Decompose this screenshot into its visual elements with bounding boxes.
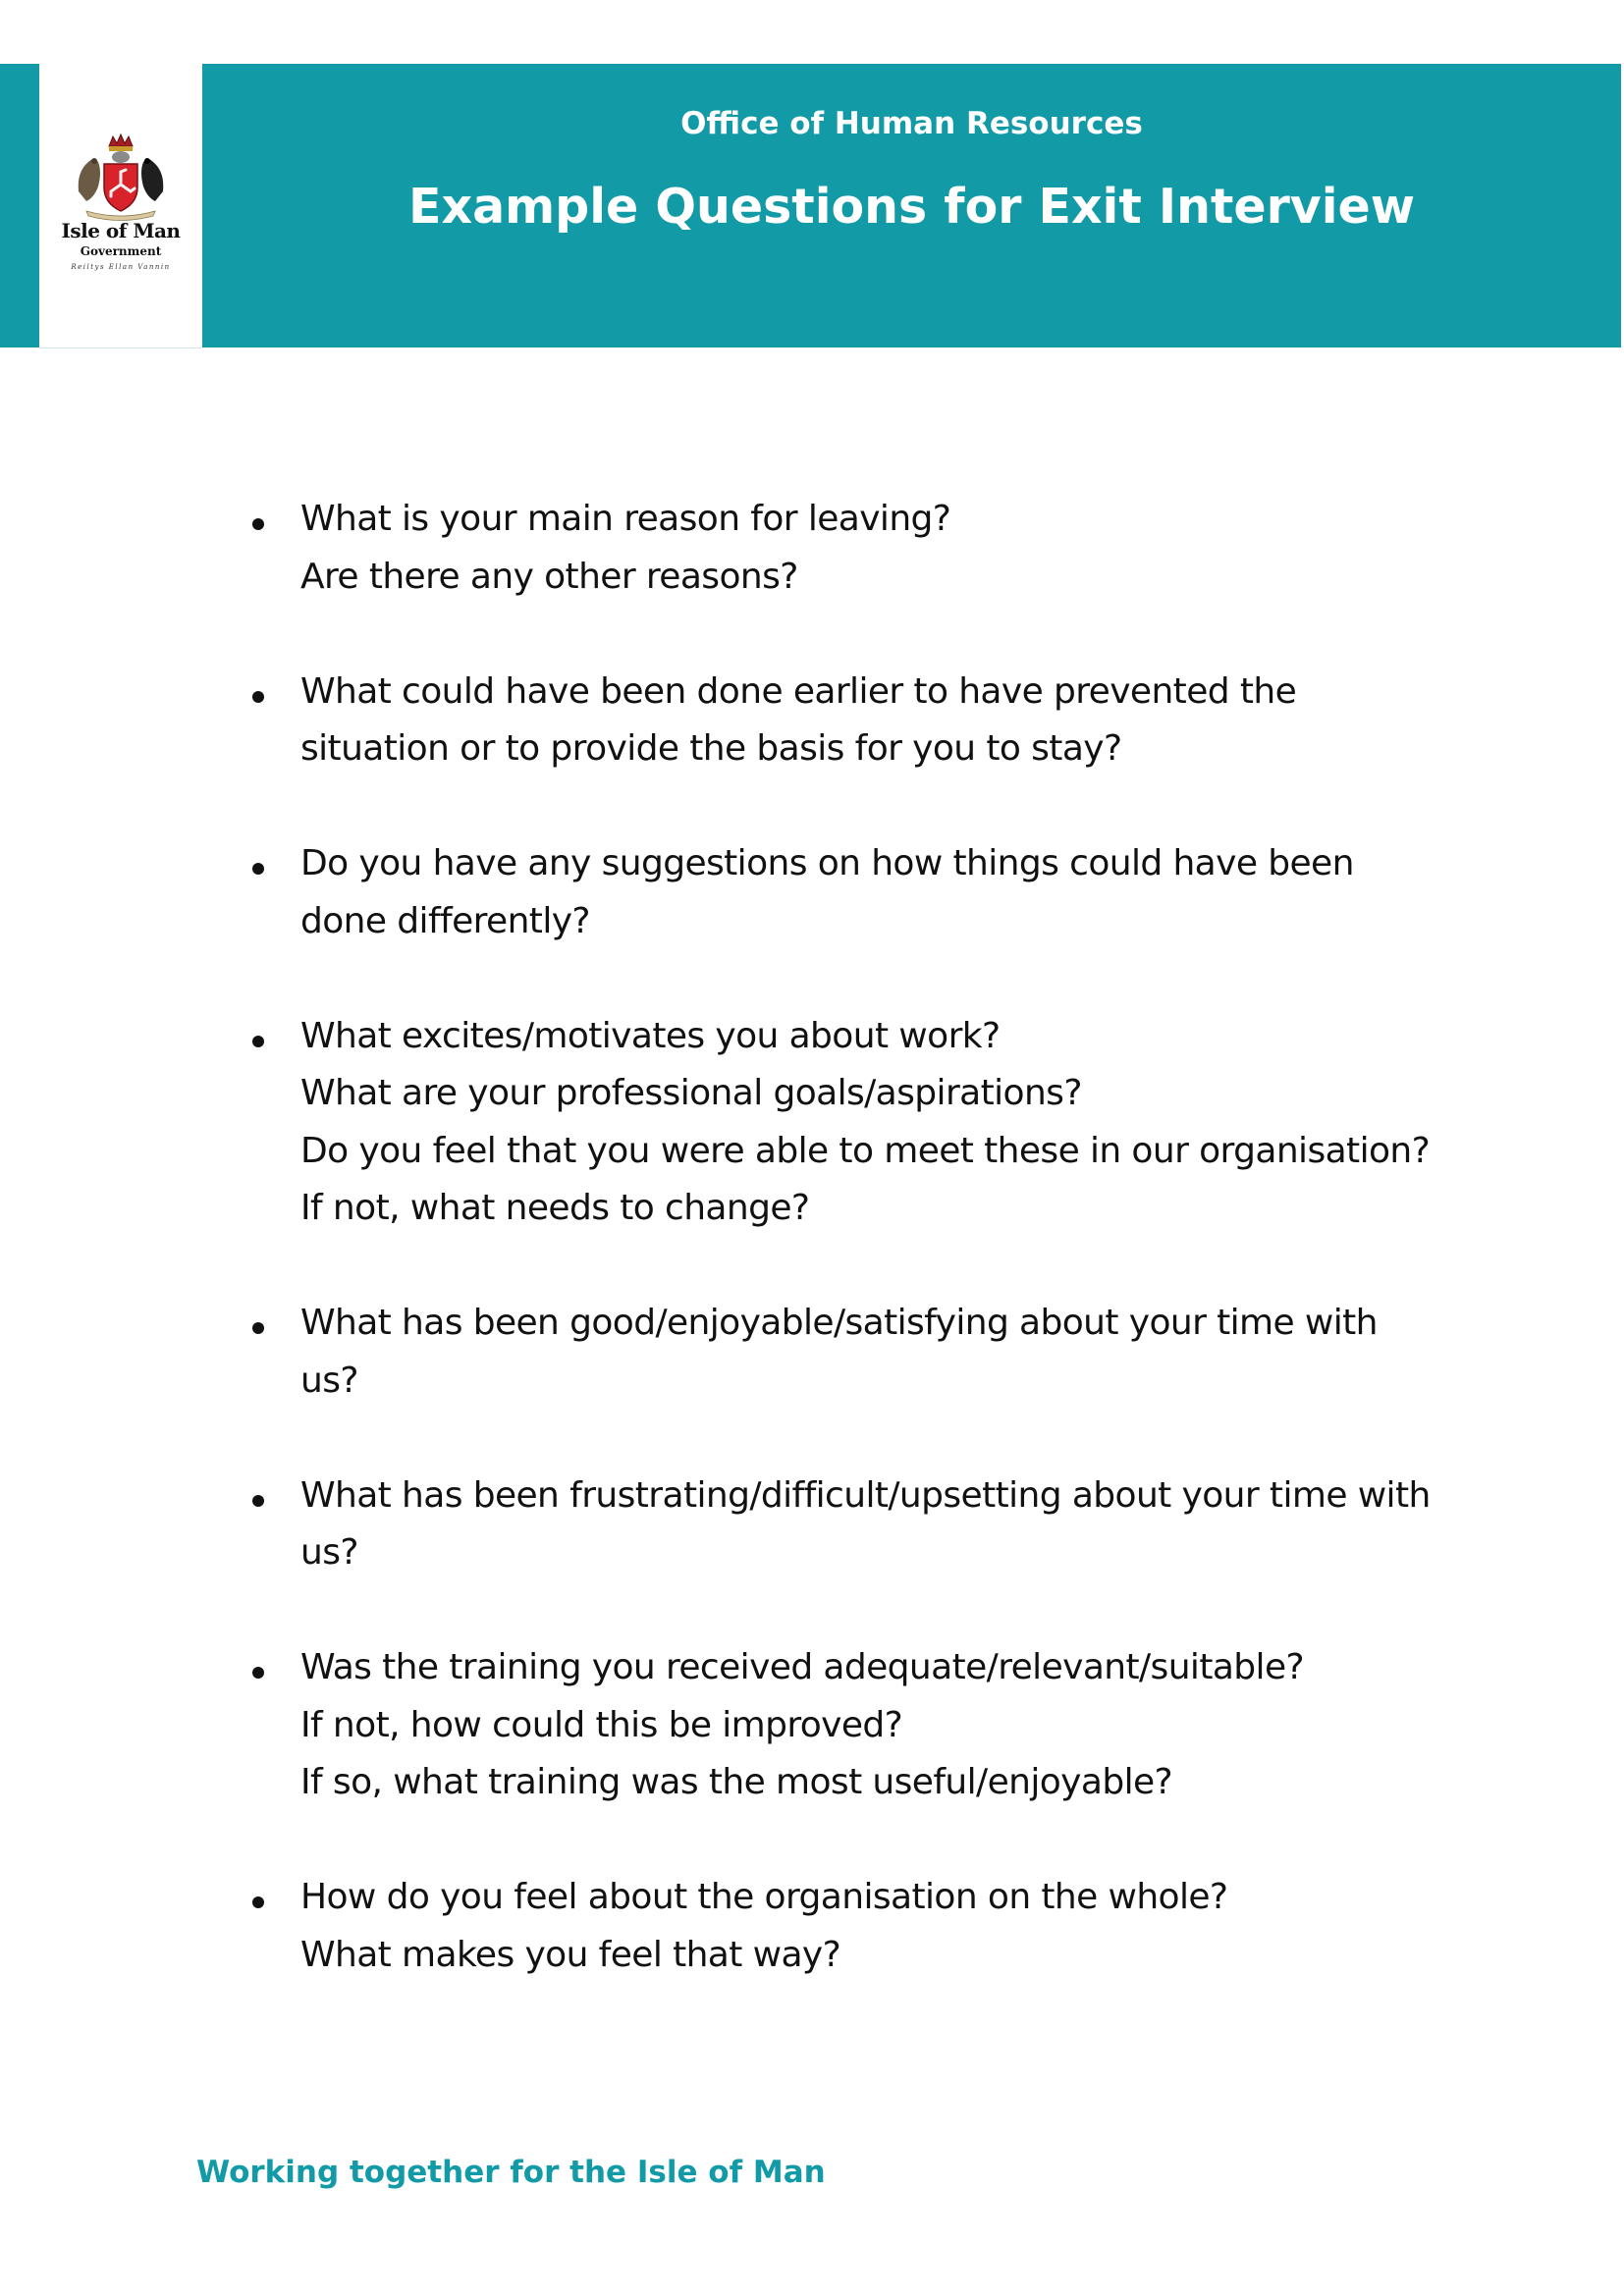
question-line: us? (300, 1532, 358, 1573)
question-item (250, 1295, 1458, 1410)
question-item (250, 1008, 1458, 1238)
page-title: Example Questions for Exit Interview (407, 179, 1416, 235)
question-line: What is your main reason for leaving? (300, 499, 951, 539)
logo-name: Isle of Man (61, 219, 181, 242)
question-line: What could have been done earlier to have prevented the (300, 670, 1297, 712)
question-line: Are there any other reasons? (300, 556, 798, 597)
question-line: Do you feel that you were able to meet these in our organisation? (300, 1130, 1431, 1171)
question-line: How do you feel about the organisation on the whole? (300, 1877, 1228, 1917)
bullet-icon (252, 1322, 264, 1334)
question-line: What are your professional goals/aspirations? (300, 1073, 1082, 1113)
question-item (250, 1869, 1458, 1984)
question-item (250, 835, 1458, 950)
bullet-icon (252, 1495, 264, 1507)
question-line: situation or to provide the basis for you to stay? (300, 728, 1122, 769)
logo-motto: Reiltys Ellan Vannin (71, 263, 171, 271)
question-line: If so, what training was the most useful/enjoyable? (300, 1762, 1173, 1802)
coat-of-arms-icon (69, 133, 173, 221)
question-line: If not, how could this be improved? (300, 1704, 903, 1745)
question-line: If not, what needs to change? (300, 1188, 810, 1228)
footer-tagline: Working together for the Isle of Man (196, 2155, 826, 2190)
question-item (250, 491, 1458, 606)
question-list (250, 491, 1458, 2042)
question-line: Do you have any suggestions on how things could have been (300, 843, 1354, 883)
question-item (250, 1468, 1458, 1582)
question-line: What excites/motivates you about work? (300, 1015, 1001, 1056)
bullet-icon (252, 1036, 264, 1047)
question-line: Was the training you received adequate/relevant/suitable? (300, 1647, 1304, 1687)
question-item (250, 664, 1458, 778)
logo-subtitle: Government (80, 244, 162, 258)
bullet-icon (252, 518, 264, 530)
government-logo (39, 64, 202, 348)
question-line: What has been frustrating/difficult/upsetting about your time with (300, 1474, 1431, 1516)
question-line: us? (300, 1360, 358, 1401)
bullet-icon (252, 1667, 264, 1679)
office-name: Office of Human Resources (680, 106, 1143, 141)
question-line: What has been good/enjoyable/satisfying about your time with (300, 1303, 1378, 1343)
bullet-icon (252, 691, 264, 703)
question-line: What makes you feel that way? (300, 1934, 841, 1975)
question-item (250, 1639, 1458, 1812)
bullet-icon (252, 863, 264, 875)
question-line: done differently? (300, 900, 590, 941)
bullet-icon (252, 1896, 264, 1908)
